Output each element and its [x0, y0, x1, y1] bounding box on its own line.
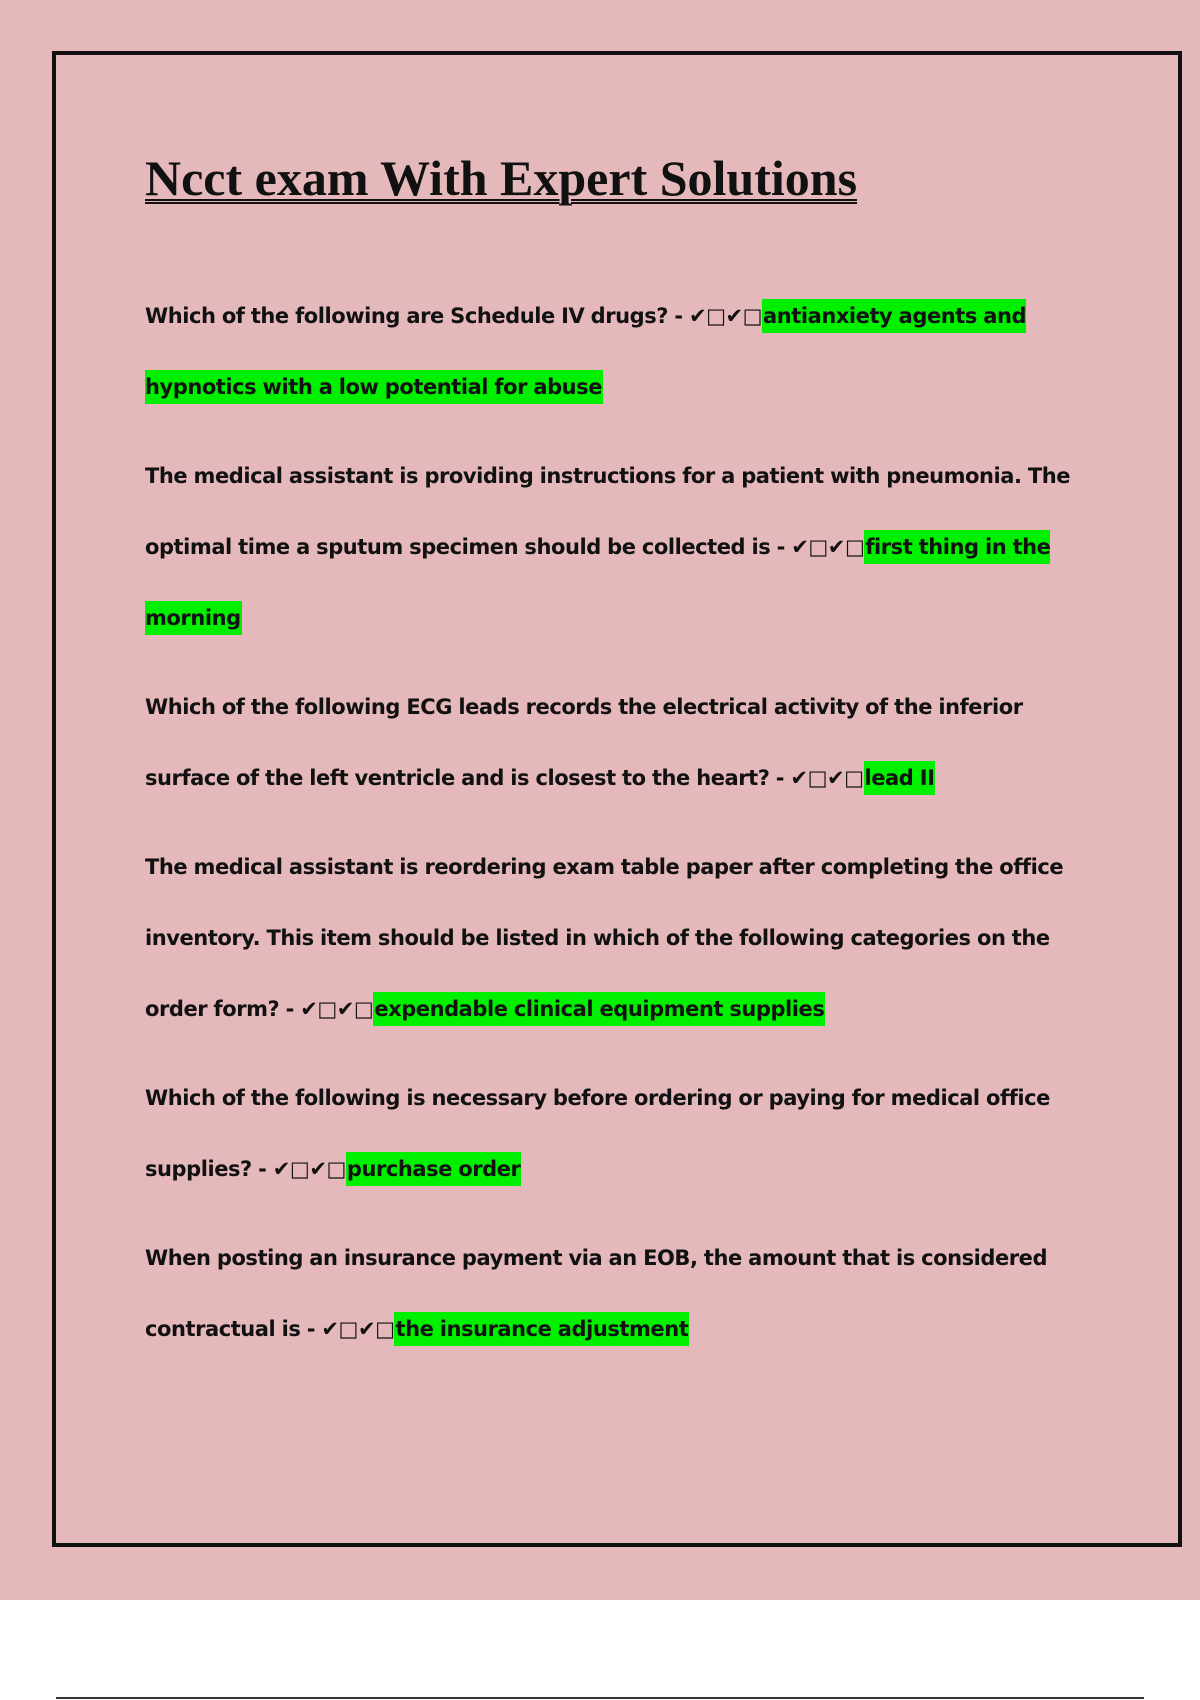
- footer-divider: [56, 1697, 1144, 1699]
- question-item: [145, 672, 1089, 814]
- answer-highlight: lead II: [864, 761, 936, 795]
- document-title: Ncct exam With Expert Solutions: [145, 150, 858, 206]
- question-text: Which of the following ECG leads records the electrical activity of the inferior surface of the left ventricle and is closest to the heart?: [145, 695, 1023, 790]
- question-item: [145, 1063, 1089, 1205]
- answer-highlight: antianxiety agents and hypnotics with a low potential for abuse: [145, 299, 1026, 404]
- question-item: [145, 281, 1089, 423]
- question-text: The medical assistant is reordering exam table paper after completing the office inventory. This item should be listed in which of the following categories on the order form?: [145, 855, 1064, 1021]
- answer-marker: - ✔□✔□: [667, 304, 763, 328]
- question-text: The medical assistant is providing instructions for a patient with pneumonia. The optimal time a sputum specimen should be collected is: [145, 464, 1071, 559]
- answer-highlight: purchase order: [346, 1152, 522, 1186]
- answer-marker: - ✔□✔□: [300, 1317, 395, 1341]
- answer-highlight: expendable clinical equipment supplies: [373, 992, 825, 1026]
- answer-highlight: first thing in the morning: [145, 530, 1050, 635]
- answer-highlight: the insurance adjustment: [394, 1312, 689, 1346]
- answer-marker: - ✔□✔□: [769, 766, 864, 790]
- question-text: Which of the following are Schedule IV drugs?: [145, 304, 668, 328]
- answer-marker: - ✔□✔□: [770, 535, 865, 559]
- answer-marker: - ✔□✔□: [251, 1157, 346, 1181]
- question-text: When posting an insurance payment via an EOB, the amount that is considered contractual is: [145, 1246, 1048, 1341]
- question-list: [145, 281, 1089, 1383]
- question-text: Which of the following is necessary before ordering or paying for medical office supplies?: [145, 1086, 1050, 1181]
- question-item: [145, 1223, 1089, 1365]
- question-item: [145, 441, 1089, 654]
- question-item: [145, 832, 1089, 1045]
- answer-marker: - ✔□✔□: [279, 997, 374, 1021]
